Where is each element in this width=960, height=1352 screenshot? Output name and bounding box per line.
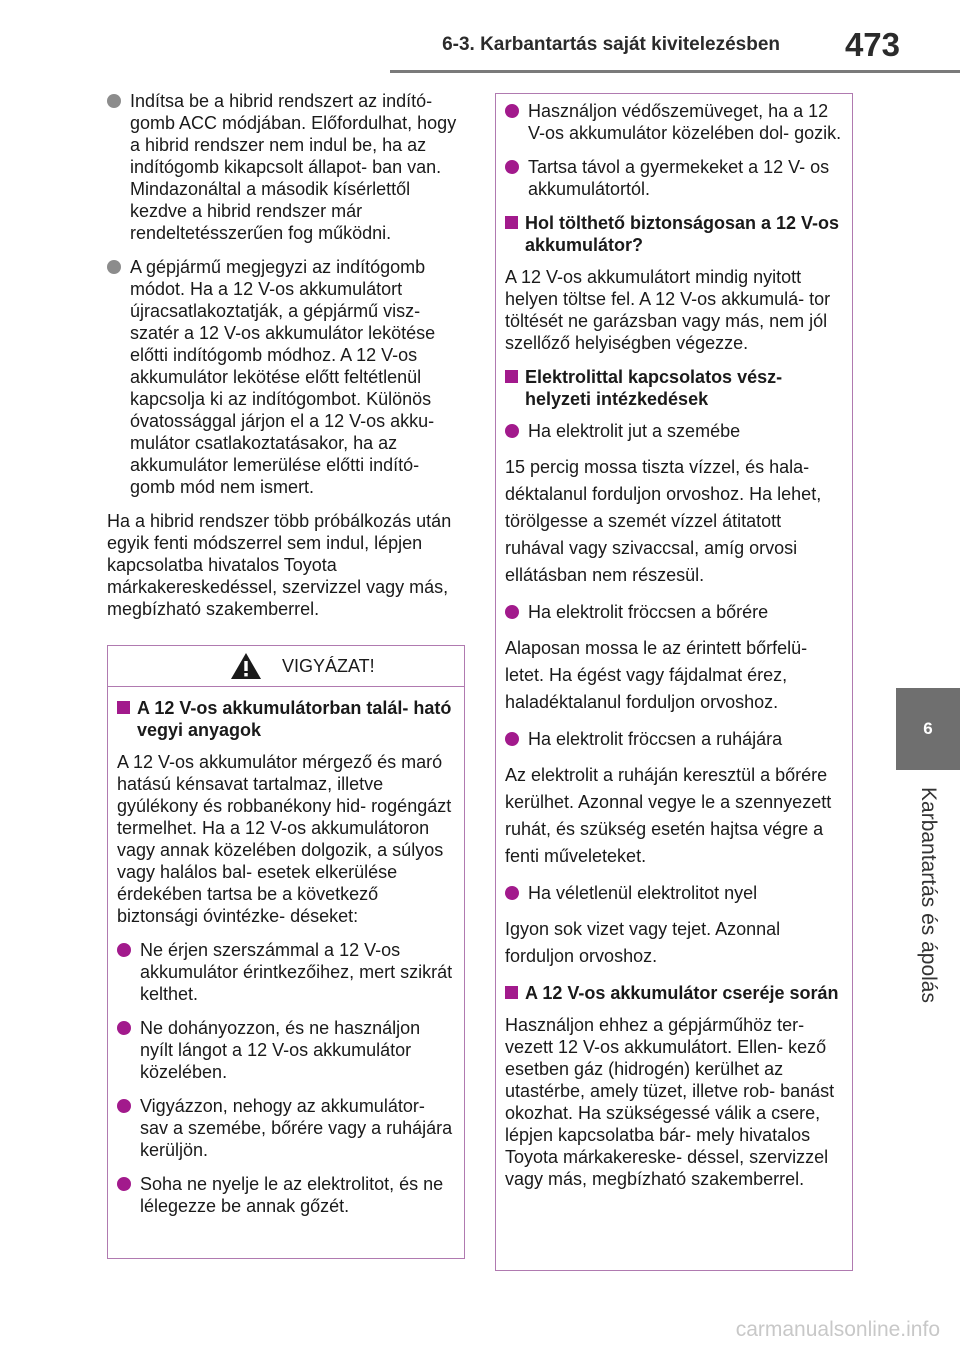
paragraph: Alaposan mossa le az érintett bőrfelü- letet. Ha égést vagy fájdalmat érez, haladéktalanul forduljon orvoshoz.: [505, 638, 808, 712]
paragraph: 15 percig mossa tiszta vízzel, és hala- déktalanul forduljon orvoshoz. Ha lehet, törölgesse a szemét vízzel átitatott ruhával vagy szivaccsal, amíg orvosi ellátásban nem részesül.: [505, 457, 822, 585]
warning-box: [107, 645, 465, 1259]
bullet-text: Ha elektrolit fröccsen a ruhájára: [528, 729, 783, 749]
warning-body: [108, 687, 464, 1217]
chapter-tab[interactable]: [896, 688, 960, 770]
bullet-dot-icon: [107, 260, 121, 274]
chapter-label-text: Karbantartás és ápolás: [917, 787, 940, 1003]
warning-header: [108, 646, 464, 687]
list-item: [107, 90, 465, 244]
bullet-dot-icon: [117, 1099, 131, 1113]
bullet-dot-icon: [505, 424, 519, 438]
warning-heading-text: A 12 V-os akkumulátorban talál- ható vegyi anyagok: [137, 698, 452, 740]
warning-title: VIGYÁZAT!: [282, 656, 375, 676]
list-item: [505, 156, 843, 200]
section-heading-text: Elektrolittal kapcsolatos vész- helyzeti intézkedések: [525, 367, 783, 409]
watermark: carmanualsonline.info: [735, 1318, 940, 1341]
paragraph: Használjon ehhez a gépjárműhöz ter- vezett 12 V-os akkumulátort. Ellen- kező esetben gáz (hidrogén) kerülhet az utastérbe, amely tüzet, illetve rob- banást okozhat. Ha szükségessé válik a csere, lépjen kapcsolatba bár- mely hivatalos Toyota márkakereske- déssel, szervizzel vagy más, megbízható szakemberrel.: [505, 1015, 835, 1189]
bullet-dot-icon: [505, 886, 519, 900]
list-item: [107, 256, 465, 498]
list-item: [505, 728, 843, 750]
square-bullet-icon: [505, 986, 518, 999]
square-bullet-icon: [117, 701, 130, 714]
warning-continuation-box: [495, 93, 853, 1271]
bullet-dot-icon: [505, 160, 519, 174]
bullet-text: Soha ne nyelje le az elektrolitot, és ne lélegezze be annak gőzét.: [140, 1174, 444, 1216]
list-item: [505, 882, 843, 904]
section-heading-text: A 12 V-os akkumulátor cseréje során: [525, 983, 839, 1003]
bullet-dot-icon: [505, 605, 519, 619]
bullet-text: Ha elektrolit jut a szemébe: [528, 421, 741, 441]
list-item: [117, 1095, 455, 1161]
page-number: 473: [844, 26, 900, 63]
bullet-text: Indítsa be a hibrid rendszert az indító- gomb ACC módjában. Előfordulhat, hogy a hibrid rendszer nem indul be, ha az indítógomb kikapcsolt állapot- ban van. Mindazonáltal a második kísérlettől kezdve a hibrid rendszer már rendeltetésszerűen fog működni.: [130, 91, 457, 243]
warning-continuation-body: [496, 94, 852, 1190]
bullet-dot-icon: [505, 732, 519, 746]
bullet-text: Ha elektrolit fröccsen a bőrére: [528, 602, 769, 622]
chapter-number: 6: [923, 719, 933, 738]
warning-paragraph: A 12 V-os akkumulátor mérgező és maró hatású kénsavat tartalmaz, illetve gyúlékony és robbanékony hid- rogéngázt termelhet. Ha a 12 V-os akkumulátoron vagy annak közelében dolgozik, a súlyos vagy halálos bal- esetek elkerülése érdekében tartsa be a következő biztonsági óvintézke- déseket:: [117, 752, 452, 926]
section-heading: [505, 212, 843, 256]
square-bullet-icon: [505, 370, 518, 383]
paragraph: Ha a hibrid rendszer több próbálkozás után egyik fenti módszerrel sem indul, lépjen kapcsolatba hivatalos Toyota márkakereskedéssel, szervizzel vagy más, megbízható szakemberrel.: [107, 511, 452, 619]
section-heading: [505, 366, 843, 410]
paragraph: A 12 V-os akkumulátort mindig nyitott helyen töltse fel. A 12 V-os akkumulá- tor töltését ne garázsban vagy más, nem jól szellőző helyiségben végezze.: [505, 267, 831, 353]
bullet-text: Ne érjen szerszámmal a 12 V-os akkumulátor érintkezőihez, mert szikrát kelthet.: [140, 940, 453, 1004]
bullet-dot-icon: [117, 1177, 131, 1191]
bullet-dot-icon: [117, 1021, 131, 1035]
header-rule: [390, 70, 960, 73]
list-item: [117, 939, 455, 1005]
list-item: [505, 420, 843, 442]
bullet-text: Tartsa távol a gyermekeket a 12 V- os akkumulátortól.: [528, 157, 830, 199]
bullet-text: Vigyázzon, nehogy az akkumulátor- sav a szemébe, bőrére vagy a ruhájára kerüljön.: [140, 1096, 453, 1160]
list-item: [505, 100, 843, 144]
bullet-text: Ne dohányozzon, és ne használjon nyílt lángot a 12 V-os akkumulátor közelében.: [140, 1018, 421, 1082]
section-header: 6-3. Karbantartás saját kivitelezésben: [442, 34, 780, 55]
bullet-dot-icon: [505, 104, 519, 118]
paragraph: Az elektrolit a ruháján keresztül a bőrére kerülhet. Azonnal vegye le a szennyezett ruhát, és szükség esetén hajtsa végre a fenti műveleteket.: [505, 765, 832, 866]
bullet-text: A gépjármű megjegyzi az indítógomb módot. Ha a 12 V-os akkumulátort újracsatlakoztatják, a gépjármű visz- szatér a 12 V-os akkumulátor lekötése előtti indítógomb módhoz. A 12 V-os akkumulátor lekötése előtt feltétlenül kapcsolja ki az indítógombot. Különös óvatossággal járjon el a 12 V-os akku- mulátor csatlakoztatásakor, ha az akkumulátor lemerülése előtti indító- gomb mód nem ismert.: [130, 257, 436, 497]
bullet-text: Használjon védőszemüveget, ha a 12 V-os akkumulátor közelében dol- gozik.: [528, 101, 842, 143]
section-heading: [505, 982, 843, 1004]
section-heading-text: Hol tölthető biztonságosan a 12 V-os akkumulátor?: [525, 213, 840, 255]
bullet-dot-icon: [117, 943, 131, 957]
list-item: [117, 1017, 455, 1083]
warning-triangle-icon: [230, 652, 262, 680]
square-bullet-icon: [505, 216, 518, 229]
list-item: [117, 1173, 455, 1217]
bullet-dot-icon: [107, 94, 121, 108]
warning-heading: [117, 697, 455, 741]
list-item: [505, 601, 843, 623]
paragraph: Igyon sok vizet vagy tejet. Azonnal forduljon orvoshoz.: [505, 919, 781, 966]
chapter-label: [896, 770, 960, 1020]
left-column: [107, 90, 465, 632]
bullet-text: Ha véletlenül elektrolitot nyel: [528, 883, 758, 903]
